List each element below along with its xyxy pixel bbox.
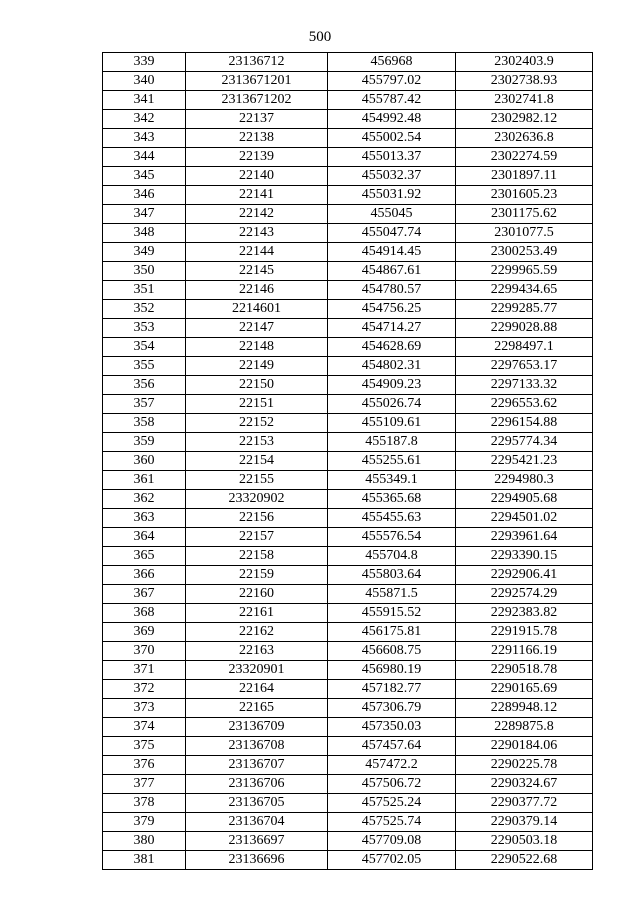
point-number-cell: 341	[103, 91, 186, 110]
point-number-cell: 353	[103, 319, 186, 338]
y-coordinate-cell: 2296553.62	[456, 395, 593, 414]
point-number-cell: 366	[103, 566, 186, 585]
table-row	[103, 91, 593, 110]
table-row	[103, 661, 593, 680]
y-coordinate-cell: 2291915.78	[456, 623, 593, 642]
point-id-cell: 22149	[186, 357, 328, 376]
x-coordinate-cell: 455047.74	[328, 224, 456, 243]
point-id-cell: 23136707	[186, 756, 328, 775]
point-number-cell: 362	[103, 490, 186, 509]
point-number-cell: 348	[103, 224, 186, 243]
point-id-cell: 22137	[186, 110, 328, 129]
point-number-cell: 375	[103, 737, 186, 756]
point-id-cell: 22157	[186, 528, 328, 547]
y-coordinate-cell: 2289875.8	[456, 718, 593, 737]
point-id-cell: 22147	[186, 319, 328, 338]
table-row	[103, 699, 593, 718]
point-number-cell: 364	[103, 528, 186, 547]
x-coordinate-cell: 455187.8	[328, 433, 456, 452]
point-id-cell: 2313671201	[186, 72, 328, 91]
x-coordinate-cell: 454628.69	[328, 338, 456, 357]
point-id-cell: 22139	[186, 148, 328, 167]
x-coordinate-cell: 455787.42	[328, 91, 456, 110]
table-row	[103, 395, 593, 414]
point-id-cell: 23136704	[186, 813, 328, 832]
point-number-cell: 380	[103, 832, 186, 851]
point-number-cell: 345	[103, 167, 186, 186]
point-number-cell: 354	[103, 338, 186, 357]
point-number-cell: 372	[103, 680, 186, 699]
table-row	[103, 547, 593, 566]
table-row	[103, 186, 593, 205]
x-coordinate-cell: 456968	[328, 53, 456, 72]
y-coordinate-cell: 2290518.78	[456, 661, 593, 680]
x-coordinate-cell: 455576.54	[328, 528, 456, 547]
y-coordinate-cell: 2290165.69	[456, 680, 593, 699]
point-id-cell: 2214601	[186, 300, 328, 319]
table-row	[103, 167, 593, 186]
point-number-cell: 350	[103, 262, 186, 281]
table-row	[103, 414, 593, 433]
point-id-cell: 22158	[186, 547, 328, 566]
point-id-cell: 22160	[186, 585, 328, 604]
point-number-cell: 373	[103, 699, 186, 718]
point-number-cell: 359	[103, 433, 186, 452]
point-id-cell: 23136712	[186, 53, 328, 72]
x-coordinate-cell: 457525.74	[328, 813, 456, 832]
point-number-cell: 368	[103, 604, 186, 623]
y-coordinate-cell: 2301897.11	[456, 167, 593, 186]
point-id-cell: 22141	[186, 186, 328, 205]
point-number-cell: 343	[103, 129, 186, 148]
x-coordinate-cell: 454909.23	[328, 376, 456, 395]
point-id-cell: 22154	[186, 452, 328, 471]
table-row	[103, 813, 593, 832]
y-coordinate-cell: 2290225.78	[456, 756, 593, 775]
table-row	[103, 148, 593, 167]
table-row	[103, 528, 593, 547]
point-id-cell: 23320902	[186, 490, 328, 509]
x-coordinate-cell: 454914.45	[328, 243, 456, 262]
point-number-cell: 340	[103, 72, 186, 91]
table-row	[103, 604, 593, 623]
y-coordinate-cell: 2302741.8	[456, 91, 593, 110]
point-id-cell: 23136697	[186, 832, 328, 851]
y-coordinate-cell: 2297653.17	[456, 357, 593, 376]
y-coordinate-cell: 2294905.68	[456, 490, 593, 509]
table-row	[103, 642, 593, 661]
x-coordinate-cell: 454780.57	[328, 281, 456, 300]
point-id-cell: 22140	[186, 167, 328, 186]
point-id-cell: 22153	[186, 433, 328, 452]
point-id-cell: 22155	[186, 471, 328, 490]
point-number-cell: 363	[103, 509, 186, 528]
point-number-cell: 371	[103, 661, 186, 680]
point-id-cell: 22148	[186, 338, 328, 357]
point-number-cell: 351	[103, 281, 186, 300]
x-coordinate-cell: 457472.2	[328, 756, 456, 775]
y-coordinate-cell: 2295421.23	[456, 452, 593, 471]
table-row	[103, 338, 593, 357]
point-id-cell: 22163	[186, 642, 328, 661]
x-coordinate-cell: 455026.74	[328, 395, 456, 414]
point-id-cell: 22144	[186, 243, 328, 262]
x-coordinate-cell: 455032.37	[328, 167, 456, 186]
y-coordinate-cell: 2293961.64	[456, 528, 593, 547]
point-id-cell: 22138	[186, 129, 328, 148]
x-coordinate-cell: 454802.31	[328, 357, 456, 376]
table-row	[103, 319, 593, 338]
point-id-cell: 22164	[186, 680, 328, 699]
table-row	[103, 832, 593, 851]
table-row	[103, 72, 593, 91]
x-coordinate-cell: 456980.19	[328, 661, 456, 680]
y-coordinate-cell: 2301605.23	[456, 186, 593, 205]
point-id-cell: 23136706	[186, 775, 328, 794]
x-coordinate-cell: 455704.8	[328, 547, 456, 566]
point-id-cell: 23136705	[186, 794, 328, 813]
y-coordinate-cell: 2292574.29	[456, 585, 593, 604]
point-id-cell: 22145	[186, 262, 328, 281]
point-number-cell: 346	[103, 186, 186, 205]
x-coordinate-cell: 454867.61	[328, 262, 456, 281]
y-coordinate-cell: 2299285.77	[456, 300, 593, 319]
point-number-cell: 377	[103, 775, 186, 794]
x-coordinate-cell: 457350.03	[328, 718, 456, 737]
point-id-cell: 22142	[186, 205, 328, 224]
y-coordinate-cell: 2300253.49	[456, 243, 593, 262]
coordinates-table	[102, 52, 593, 870]
table-row	[103, 53, 593, 72]
point-number-cell: 365	[103, 547, 186, 566]
table-row	[103, 585, 593, 604]
x-coordinate-cell: 455109.61	[328, 414, 456, 433]
point-number-cell: 379	[103, 813, 186, 832]
y-coordinate-cell: 2290522.68	[456, 851, 593, 870]
y-coordinate-cell: 2301077.5	[456, 224, 593, 243]
table-row	[103, 243, 593, 262]
point-id-cell: 22162	[186, 623, 328, 642]
y-coordinate-cell: 2290377.72	[456, 794, 593, 813]
table-row	[103, 357, 593, 376]
table-row	[103, 205, 593, 224]
x-coordinate-cell: 455013.37	[328, 148, 456, 167]
point-id-cell: 22156	[186, 509, 328, 528]
x-coordinate-cell: 455349.1	[328, 471, 456, 490]
y-coordinate-cell: 2290184.06	[456, 737, 593, 756]
y-coordinate-cell: 2299965.59	[456, 262, 593, 281]
point-id-cell: 22152	[186, 414, 328, 433]
y-coordinate-cell: 2301175.62	[456, 205, 593, 224]
y-coordinate-cell: 2299434.65	[456, 281, 593, 300]
x-coordinate-cell: 455797.02	[328, 72, 456, 91]
y-coordinate-cell: 2291166.19	[456, 642, 593, 661]
y-coordinate-cell: 2302274.59	[456, 148, 593, 167]
x-coordinate-cell: 455871.5	[328, 585, 456, 604]
table-row	[103, 794, 593, 813]
x-coordinate-cell: 455803.64	[328, 566, 456, 585]
point-id-cell: 22150	[186, 376, 328, 395]
table-row	[103, 300, 593, 319]
point-id-cell: 22146	[186, 281, 328, 300]
point-number-cell: 376	[103, 756, 186, 775]
point-number-cell: 374	[103, 718, 186, 737]
point-id-cell: 22151	[186, 395, 328, 414]
x-coordinate-cell: 457182.77	[328, 680, 456, 699]
x-coordinate-cell: 457709.08	[328, 832, 456, 851]
point-number-cell: 355	[103, 357, 186, 376]
point-number-cell: 378	[103, 794, 186, 813]
y-coordinate-cell: 2302738.93	[456, 72, 593, 91]
point-id-cell: 23320901	[186, 661, 328, 680]
y-coordinate-cell: 2302636.8	[456, 129, 593, 148]
table-row	[103, 452, 593, 471]
point-id-cell: 23136709	[186, 718, 328, 737]
table-row	[103, 756, 593, 775]
point-id-cell: 22143	[186, 224, 328, 243]
table-row	[103, 718, 593, 737]
point-number-cell: 361	[103, 471, 186, 490]
table-row	[103, 110, 593, 129]
point-number-cell: 360	[103, 452, 186, 471]
y-coordinate-cell: 2289948.12	[456, 699, 593, 718]
coordinates-table-body	[103, 53, 593, 870]
point-number-cell: 339	[103, 53, 186, 72]
x-coordinate-cell: 457702.05	[328, 851, 456, 870]
x-coordinate-cell: 457457.64	[328, 737, 456, 756]
y-coordinate-cell: 2298497.1	[456, 338, 593, 357]
point-number-cell: 356	[103, 376, 186, 395]
point-id-cell: 22159	[186, 566, 328, 585]
point-number-cell: 352	[103, 300, 186, 319]
table-row	[103, 281, 593, 300]
y-coordinate-cell: 2293390.15	[456, 547, 593, 566]
y-coordinate-cell: 2302982.12	[456, 110, 593, 129]
point-number-cell: 381	[103, 851, 186, 870]
x-coordinate-cell: 455031.92	[328, 186, 456, 205]
x-coordinate-cell: 457525.24	[328, 794, 456, 813]
y-coordinate-cell: 2292383.82	[456, 604, 593, 623]
table-row	[103, 490, 593, 509]
x-coordinate-cell: 456175.81	[328, 623, 456, 642]
y-coordinate-cell: 2294980.3	[456, 471, 593, 490]
point-number-cell: 367	[103, 585, 186, 604]
table-row	[103, 262, 593, 281]
table-row	[103, 775, 593, 794]
x-coordinate-cell: 455455.63	[328, 509, 456, 528]
y-coordinate-cell: 2302403.9	[456, 53, 593, 72]
x-coordinate-cell: 457306.79	[328, 699, 456, 718]
x-coordinate-cell: 454756.25	[328, 300, 456, 319]
table-row	[103, 566, 593, 585]
x-coordinate-cell: 455045	[328, 205, 456, 224]
point-number-cell: 358	[103, 414, 186, 433]
point-number-cell: 342	[103, 110, 186, 129]
table-row	[103, 737, 593, 756]
x-coordinate-cell: 454714.27	[328, 319, 456, 338]
y-coordinate-cell: 2297133.32	[456, 376, 593, 395]
y-coordinate-cell: 2290324.67	[456, 775, 593, 794]
point-number-cell: 369	[103, 623, 186, 642]
point-id-cell: 23136708	[186, 737, 328, 756]
table-row	[103, 623, 593, 642]
table-row	[103, 376, 593, 395]
point-number-cell: 349	[103, 243, 186, 262]
table-row	[103, 129, 593, 148]
table-row	[103, 471, 593, 490]
page-number: 500	[308, 29, 332, 45]
x-coordinate-cell: 455365.68	[328, 490, 456, 509]
x-coordinate-cell: 457506.72	[328, 775, 456, 794]
point-number-cell: 344	[103, 148, 186, 167]
table-row	[103, 224, 593, 243]
y-coordinate-cell: 2290503.18	[456, 832, 593, 851]
x-coordinate-cell: 455915.52	[328, 604, 456, 623]
y-coordinate-cell: 2290379.14	[456, 813, 593, 832]
x-coordinate-cell: 455002.54	[328, 129, 456, 148]
y-coordinate-cell: 2294501.02	[456, 509, 593, 528]
point-number-cell: 357	[103, 395, 186, 414]
x-coordinate-cell: 455255.61	[328, 452, 456, 471]
y-coordinate-cell: 2299028.88	[456, 319, 593, 338]
point-id-cell: 23136696	[186, 851, 328, 870]
table-row	[103, 433, 593, 452]
table-row	[103, 851, 593, 870]
y-coordinate-cell: 2296154.88	[456, 414, 593, 433]
y-coordinate-cell: 2292906.41	[456, 566, 593, 585]
point-id-cell: 22165	[186, 699, 328, 718]
y-coordinate-cell: 2295774.34	[456, 433, 593, 452]
point-id-cell: 2313671202	[186, 91, 328, 110]
point-number-cell: 370	[103, 642, 186, 661]
point-id-cell: 22161	[186, 604, 328, 623]
table-row	[103, 509, 593, 528]
table-row	[103, 680, 593, 699]
point-number-cell: 347	[103, 205, 186, 224]
x-coordinate-cell: 456608.75	[328, 642, 456, 661]
x-coordinate-cell: 454992.48	[328, 110, 456, 129]
